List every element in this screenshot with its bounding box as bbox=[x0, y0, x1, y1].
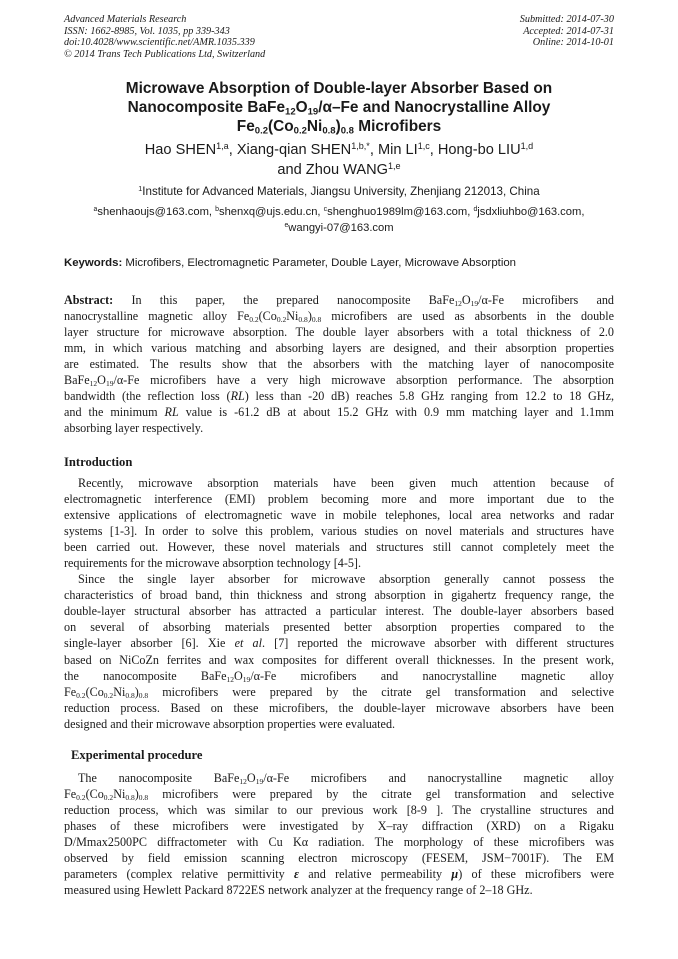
title-text: Microfibers bbox=[353, 118, 442, 135]
abstract-text: BaFe bbox=[64, 373, 90, 388]
dates-header bbox=[520, 14, 614, 49]
email-link[interactable]: jsdxliuhbo@163.com, bbox=[477, 206, 585, 218]
keywords-text: Microfibers, Electromagnetic Parameter, Double Layer, Microwave Absorption bbox=[122, 257, 517, 269]
online-date: Online: 2014-10-01 bbox=[532, 37, 614, 49]
abstract-text: bandwidth (the reflection loss ( bbox=[64, 389, 231, 404]
intro-text: /α-Fe microfibers and nanocrystalline magnetic alloy bbox=[250, 668, 614, 683]
abstract-text: ) less than -20 dB) reaches 5.8 GHz ranging from 12.2 to 18 GHz, bbox=[244, 389, 614, 404]
abstract-text: value is -61.2 dB at about 15.2 GHz with 0.9 mm matching layer and 1.1mm bbox=[178, 405, 614, 420]
paper-title bbox=[64, 79, 614, 136]
intro-text: . [7] reported the microwave absorber with different structures bbox=[261, 636, 614, 651]
author-list bbox=[64, 140, 614, 180]
abstract-line bbox=[64, 372, 614, 388]
author-affil-mark: 1,c bbox=[417, 141, 430, 152]
experimental-heading: Experimental procedure bbox=[71, 748, 203, 762]
exp-text: Ni bbox=[113, 787, 126, 802]
italic-text: et al bbox=[234, 636, 262, 651]
intro-text: ) bbox=[134, 684, 139, 699]
title-text: ) bbox=[335, 118, 341, 135]
author-line-2 bbox=[64, 160, 614, 180]
email-link[interactable]: wangyi-07@163.com bbox=[288, 221, 394, 234]
intro-line: characteristics of broad band, thin thickness and strong absorption in gigahertz frequency range, the bbox=[64, 588, 614, 603]
subscript: 19 bbox=[105, 379, 114, 389]
author-line-1 bbox=[64, 140, 614, 160]
exp-line bbox=[64, 786, 614, 802]
author-affil-mark: 1,a bbox=[216, 141, 229, 152]
email-link[interactable]: shenxq@ujs.edu.cn, bbox=[218, 206, 324, 218]
intro-line: requirements for the microwave absorption technology [4-5]. bbox=[64, 556, 362, 571]
author-name: and Zhou WANG bbox=[277, 162, 388, 178]
exp-text: Fe bbox=[64, 787, 77, 802]
introduction-heading: Introduction bbox=[64, 455, 133, 469]
author-name: , Hong-bo LIU bbox=[429, 142, 521, 158]
intro-line: Since the single layer absorber for microwave absorption generally cannot possess the bbox=[78, 572, 614, 587]
subscript: 0.2 bbox=[103, 690, 114, 700]
abstract-text: microfibers are used as absorbents in the double bbox=[321, 309, 615, 324]
subscript: 19 bbox=[242, 674, 251, 684]
abstract-text: (Co bbox=[258, 309, 277, 324]
exp-line bbox=[64, 770, 614, 786]
intro-line: Recently, microwave absorption materials have been given much attention because of bbox=[78, 476, 614, 490]
subscript: 0.8 bbox=[138, 792, 149, 802]
italic-symbol: RL bbox=[164, 405, 179, 420]
exp-text: microfibers were prepared by the citrate gel transformation and selective bbox=[148, 787, 614, 802]
subscript: 0.2 bbox=[276, 314, 287, 324]
intro-text: Ni bbox=[113, 684, 126, 699]
email-line-1 bbox=[64, 205, 614, 221]
introduction-body bbox=[64, 475, 614, 732]
title-subscript: 0.2 bbox=[293, 125, 307, 137]
email-link[interactable]: shenghuo1989lm@163.com, bbox=[327, 206, 474, 218]
abstract-line: mm, in which various matching and absorbing layers are designed, and their absorption properties bbox=[64, 341, 614, 356]
email-mark: c bbox=[323, 206, 328, 214]
journal-doi: doi:10.4028/www.scientific.net/AMR.1035.339 bbox=[64, 37, 255, 49]
subscript: 12 bbox=[226, 674, 235, 684]
title-text: (Co bbox=[268, 118, 294, 135]
permittivity-symbol: ε bbox=[293, 867, 299, 882]
experimental-body bbox=[64, 770, 614, 898]
intro-line: designed and their microwave absorption properties were evaluated. bbox=[64, 716, 396, 731]
abstract-text: O bbox=[461, 293, 471, 307]
exp-line: phases of these microfibers were investigated by X–ray diffraction (XRD) on a Rigaku bbox=[64, 819, 614, 834]
title-line-2 bbox=[64, 98, 614, 117]
abstract bbox=[64, 292, 614, 436]
exp-line: D/Mmax2500PC diffractometer with Cu Kα radiation. The morphology of these microfibers was bbox=[64, 835, 614, 850]
intro-line: been carried out. However, these novel materials and structures still cannot completely meet the bbox=[64, 540, 614, 555]
accepted-date: Accepted: 2014-07-31 bbox=[523, 25, 614, 37]
title-text: O bbox=[295, 99, 308, 116]
abstract-text: /α-Fe microfibers have a very high microwave absorption performance. The absorption bbox=[113, 373, 614, 388]
abstract-text: In this paper, the prepared nanocomposite BaFe bbox=[113, 293, 455, 307]
abstract-line: layer structure for microwave absorption. The double layer absorbers with a total thickness of 2.0 bbox=[64, 325, 614, 340]
subscript: 0.8 bbox=[125, 792, 135, 802]
email-mark: e bbox=[284, 221, 289, 229]
abstract-text: ) bbox=[307, 309, 312, 324]
author-affil-mark: 1,e bbox=[388, 161, 401, 172]
subscript: 0.8 bbox=[138, 690, 149, 700]
email-mark: d bbox=[473, 206, 478, 214]
title-line-3 bbox=[64, 117, 614, 136]
abstract-text: and the minimum bbox=[64, 405, 165, 420]
author-name: Hao SHEN bbox=[144, 142, 217, 158]
intro-line: on several of absorbing materials presented better absorption properties compared to the bbox=[64, 620, 614, 635]
exp-line bbox=[64, 866, 614, 882]
title-line-1: Microwave Absorption of Double-layer Absorber Based on bbox=[125, 80, 553, 97]
subscript: 19 bbox=[255, 776, 264, 786]
intro-line: electromagnetic interference (EMI) problem becoming more and more important due to the bbox=[64, 492, 614, 507]
subscript: 12 bbox=[239, 776, 247, 786]
exp-text: O bbox=[246, 771, 256, 785]
italic-symbol: RL bbox=[230, 389, 245, 404]
intro-text: Fe bbox=[64, 684, 77, 699]
intro-line bbox=[64, 635, 614, 651]
journal-copyright: © 2014 Trans Tech Publications Ltd, Switzerland bbox=[64, 48, 266, 60]
title-text: Nanocomposite BaFe bbox=[127, 99, 286, 116]
keywords-label: Keywords: bbox=[64, 257, 123, 269]
author-affil-mark: 1,b,* bbox=[351, 141, 370, 152]
author-name: , Xiang-qian SHEN bbox=[228, 142, 352, 158]
author-name: , Min LI bbox=[369, 142, 418, 158]
permeability-symbol: μ bbox=[451, 867, 459, 882]
intro-text: (Co bbox=[85, 684, 104, 699]
abstract-label: Abstract: bbox=[64, 293, 114, 307]
subscript: 0.8 bbox=[298, 314, 308, 324]
intro-line: extensive applications of electromagnetic wave in mobile telephones, local area networks and radar bbox=[64, 508, 614, 523]
affiliation bbox=[64, 184, 614, 199]
journal-issn: ISSN: 1662-8985, Vol. 1035, pp 339-343 bbox=[64, 25, 230, 37]
exp-text: ) bbox=[134, 787, 139, 802]
journal-header bbox=[64, 14, 265, 60]
intro-line: reduction process. Based on these microfibers, the double-layer microwave absorbers have been bbox=[64, 700, 614, 715]
exp-text: (Co bbox=[85, 787, 104, 802]
submitted-date: Submitted: 2014-07-30 bbox=[519, 14, 614, 25]
abstract-text: nanocrystalline magnetic alloy Fe bbox=[64, 309, 250, 324]
subscript: 0.2 bbox=[249, 314, 259, 324]
exp-line: measured using Hewlett Packard 8722ES network analyzer at the frequency range of 2–18 GHz. bbox=[64, 883, 533, 898]
title-subscript: 12 bbox=[285, 106, 296, 118]
title-subscript: 0.2 bbox=[254, 125, 269, 137]
subscript: 0.2 bbox=[76, 792, 86, 802]
intro-line: double-layer structural absorber has attracted a particular interest. The double-layer absorbers based bbox=[64, 604, 614, 619]
email-list bbox=[64, 205, 614, 236]
affiliation-mark: 1 bbox=[138, 184, 143, 194]
title-text: /α–Fe and Nanocrystalline Alloy bbox=[318, 99, 551, 116]
intro-text: microfibers were prepared by the citrate gel transformation and selective bbox=[148, 684, 614, 699]
exp-text: ) of these microfibers were bbox=[458, 867, 614, 882]
abstract-line bbox=[64, 308, 614, 324]
title-subscript: 19 bbox=[307, 106, 319, 118]
subscript: 12 bbox=[454, 298, 462, 308]
email-mark: a bbox=[93, 206, 98, 214]
exp-line: observed by field emission scanning electron microscopy (FESEM, JSM−7001F). The EM bbox=[64, 851, 614, 866]
email-mark: b bbox=[215, 206, 219, 214]
author-affil-mark: 1,d bbox=[520, 141, 534, 152]
email-line-2 bbox=[64, 221, 614, 237]
subscript: 0.8 bbox=[311, 314, 322, 324]
subscript: 12 bbox=[89, 379, 98, 389]
title-text: Ni bbox=[306, 118, 323, 135]
exp-text: parameters (complex relative permittivity bbox=[64, 867, 294, 882]
journal-name: Advanced Materials Research bbox=[64, 14, 187, 25]
intro-text: the nanocomposite BaFe bbox=[64, 668, 227, 683]
abstract-line bbox=[64, 388, 614, 404]
exp-text: and relative permeability bbox=[298, 867, 452, 882]
abstract-line: absorbing layer respectively. bbox=[64, 421, 204, 436]
exp-line: reduction process, which was similar to our previous work [8-9 ]. The crystalline structures and bbox=[64, 803, 614, 818]
exp-text: /α-Fe microfibers and nanocrystalline magnetic alloy bbox=[263, 771, 614, 785]
exp-text: The nanocomposite BaFe bbox=[78, 771, 240, 785]
intro-line bbox=[64, 684, 614, 700]
abstract-line bbox=[64, 404, 614, 420]
subscript: 19 bbox=[470, 298, 479, 308]
abstract-text: Ni bbox=[286, 309, 299, 324]
title-subscript: 0.8 bbox=[340, 125, 354, 137]
abstract-text: O bbox=[97, 373, 106, 388]
intro-line bbox=[64, 668, 614, 684]
intro-line: systems [1-3]. In order to solve this problem, various studies on novel materials and structures have bbox=[64, 524, 614, 539]
title-subscript: 0.8 bbox=[322, 125, 336, 137]
affiliation-text: Institute for Advanced Materials, Jiangsu University, Zhenjiang 212013, China bbox=[142, 185, 540, 198]
subscript: 0.2 bbox=[103, 792, 114, 802]
abstract-line bbox=[64, 292, 614, 308]
intro-line: based on NiCoZn ferrites and wax composites for different overall thicknesses. In the present work, bbox=[64, 652, 614, 667]
subscript: 0.2 bbox=[76, 690, 86, 700]
email-link[interactable]: shenhaoujs@163.com, bbox=[97, 206, 216, 218]
keywords bbox=[64, 256, 614, 271]
intro-text: O bbox=[234, 668, 243, 683]
intro-text: single-layer absorber [6]. Xie bbox=[64, 636, 235, 651]
subscript: 0.8 bbox=[125, 690, 135, 700]
abstract-line: are estimated. The results show that the absorbers with the matching layer of nanocomposite bbox=[64, 357, 614, 372]
abstract-text: /α-Fe microfibers and bbox=[478, 293, 614, 307]
title-text: Fe bbox=[236, 118, 255, 135]
